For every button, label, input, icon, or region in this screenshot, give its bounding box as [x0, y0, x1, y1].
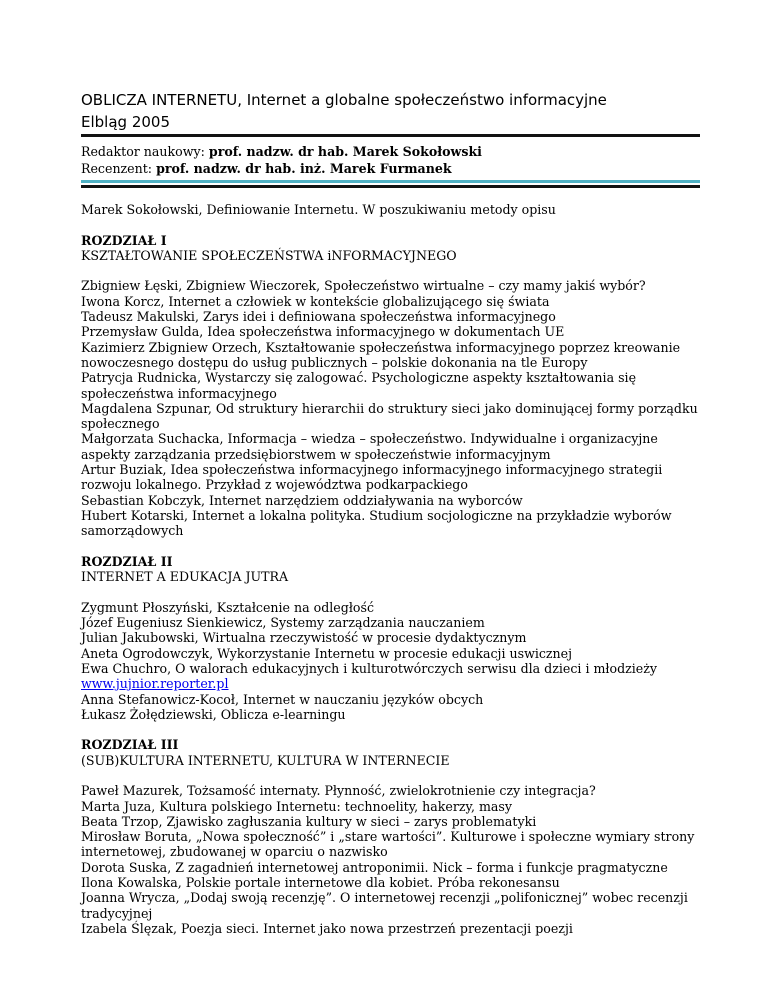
- chapter-3-entry: Mirosław Boruta, „Nowa społeczność” i „stare wartości”. Kulturowe i społeczne wymiary strony internetowej, zbudowanej w oparciu o nazwisko: [81, 829, 695, 860]
- chapter-1-entry: Przemysław Gulda, Idea społeczeństwa informacyjnego w dokumentach UE: [81, 324, 565, 340]
- editor-label: Redaktor naukowy:: [81, 144, 209, 159]
- chapter-2-entry: Zygmunt Płoszyński, Kształcenie na odległość: [81, 599, 374, 615]
- title-line-2: Elbląg 2005: [81, 113, 170, 131]
- chapter-2-entry: Łukasz Żołędziewski, Oblicza e-learningu: [81, 706, 346, 722]
- title-line-1: OBLICZA INTERNETU, Internet a globalne społeczeństwo informacyjne: [81, 91, 607, 109]
- chapter-1-entry: Artur Buziak, Idea społeczeństwa informacyjnego informacyjnego informacyjnego strategii rozwoju lokalnego. Przykład z województwa podkarpackiego: [81, 462, 663, 493]
- chapter-1-entry: Magdalena Szpunar, Od struktury hierarchii do struktury sieci jako dominującej formy porządku społecznego: [81, 400, 698, 432]
- chapter-2-entry: Aneta Ogrodowczyk, Wykorzystanie Internetu w procesie edukacji uswicznej: [81, 645, 573, 661]
- reviewer-label: Recenzent:: [81, 161, 157, 176]
- chapter-2-entry: Julian Jakubowski, Wirtualna rzeczywistość w procesie dydaktycznym: [81, 630, 527, 646]
- table-of-contents: [81, 202, 701, 936]
- chapter-3-entry: Beata Trzop, Zjawisko zagłuszania kultury w sieci – zarys problematyki: [81, 813, 537, 829]
- chapter-1-entry: Zbigniew Łęski, Zbigniew Wieczorek, Społeczeństwo wirtualne – czy mamy jakiś wybór?: [81, 278, 646, 294]
- chapter-3-entry: Izabela Ślęzak, Poezja sieci. Internet jako nowa przestrzeń prezentacji poezji: [81, 920, 573, 936]
- editor-row: [81, 143, 721, 160]
- chapter-3-entry: Marta Juza, Kultura polskiego Internetu: technoelity, hakerzy, masy: [81, 798, 512, 814]
- document-title: [81, 89, 721, 133]
- top-divider: [81, 132, 700, 137]
- chapter-1-entry: Sebastian Kobczyk, Internet narzędziem oddziaływania na wyborców: [81, 492, 523, 508]
- reviewer-row: [81, 160, 721, 177]
- chapter-3-entry: Joanna Wrycza, „Dodaj swoją recenzję”. O internetowej recenzji „polifonicznej” wobec recenzji tradycyjnej: [81, 890, 688, 921]
- serwis-link-row: [81, 676, 701, 691]
- chapter-1-entry: Hubert Kotarski, Internet a lokalna polityka. Studium socjologiczne na przykładzie wyborów samorządowych: [81, 507, 672, 539]
- editor-name: prof. nadzw. dr hab. Marek Sokołowski: [208, 144, 482, 159]
- chapter-2-heading: ROZDZIAŁ II: [81, 553, 173, 569]
- chapter-3-entry: Paweł Mazurek, Tożsamość internaty. Płynność, zwielokrotnienie czy integracja?: [81, 783, 596, 799]
- serwis-link[interactable]: www.jujnior.reporter.pl: [81, 676, 229, 692]
- chapter-1-entry: Patrycja Rudnicka, Wystarczy się zalogować. Psychologiczne aspekty kształtowania się społeczeństwa informacyjnego: [81, 370, 637, 401]
- chapter-1-entry: Tadeusz Makulski, Zarys idei i definiowana społeczeństwa informacyjnego: [81, 309, 556, 325]
- chapter-3-entry: Dorota Suska, Z zagadnień internetowej antroponimii. Nick – forma i funkcje pragmatyczne: [81, 859, 668, 875]
- chapter-2-entry: Anna Stefanowicz-Kocoł, Internet w nauczaniu języków obcych: [81, 691, 484, 707]
- chapter-2-entry: Ewa Chuchro, O walorach edukacyjnych i kulturotwórczych serwisu dla dzieci i młodzieży: [81, 660, 658, 676]
- editors-block: [81, 143, 721, 177]
- reviewer-name: prof. nadzw. dr hab. inż. Marek Furmanek: [156, 161, 452, 176]
- chapter-2-entry: Józef Eugeniusz Sienkiewicz, Systemy zarządzania nauczaniem: [81, 615, 485, 631]
- chapter-1-heading: ROZDZIAŁ I: [81, 232, 167, 248]
- chapter-2-subtitle: INTERNET A EDUKACJA JUTRA: [81, 569, 289, 585]
- chapter-1-entry: Małgorzata Suchacka, Informacja – wiedza – społeczeństwo. Indywidualne i organizacyjne aspekty zarządzania przedsiębiorstwem w społeczeństwie informacyjnym: [81, 431, 658, 462]
- chapter-3-heading: ROZDZIAŁ III: [81, 737, 179, 753]
- bottom-divider: [81, 180, 700, 188]
- chapter-1-entry: Kazimierz Zbigniew Orzech, Kształtowanie społeczeństwa informacyjnego poprzez kreowanie nowoczesnego dostępu do usług publicznych – polskie dokonania na tle Europy: [81, 339, 681, 370]
- chapter-1-entry: Iwona Korcz, Internet a człowiek w kontekście globalizującego się świata: [81, 293, 550, 309]
- intro-entry: Marek Sokołowski, Definiowanie Internetu. W poszukiwaniu metody opisu: [81, 202, 556, 217]
- chapter-3-entry: Ilona Kowalska, Polskie portale internetowe dla kobiet. Próba rekonesansu: [81, 875, 560, 891]
- chapter-1-subtitle: KSZTAŁTOWANIE SPOŁECZEŃSTWA iNFORMACYJNEGO: [81, 247, 457, 263]
- chapter-3-subtitle: (SUB)KULTURA INTERNETU, KULTURA W INTERNECIE: [81, 752, 450, 768]
